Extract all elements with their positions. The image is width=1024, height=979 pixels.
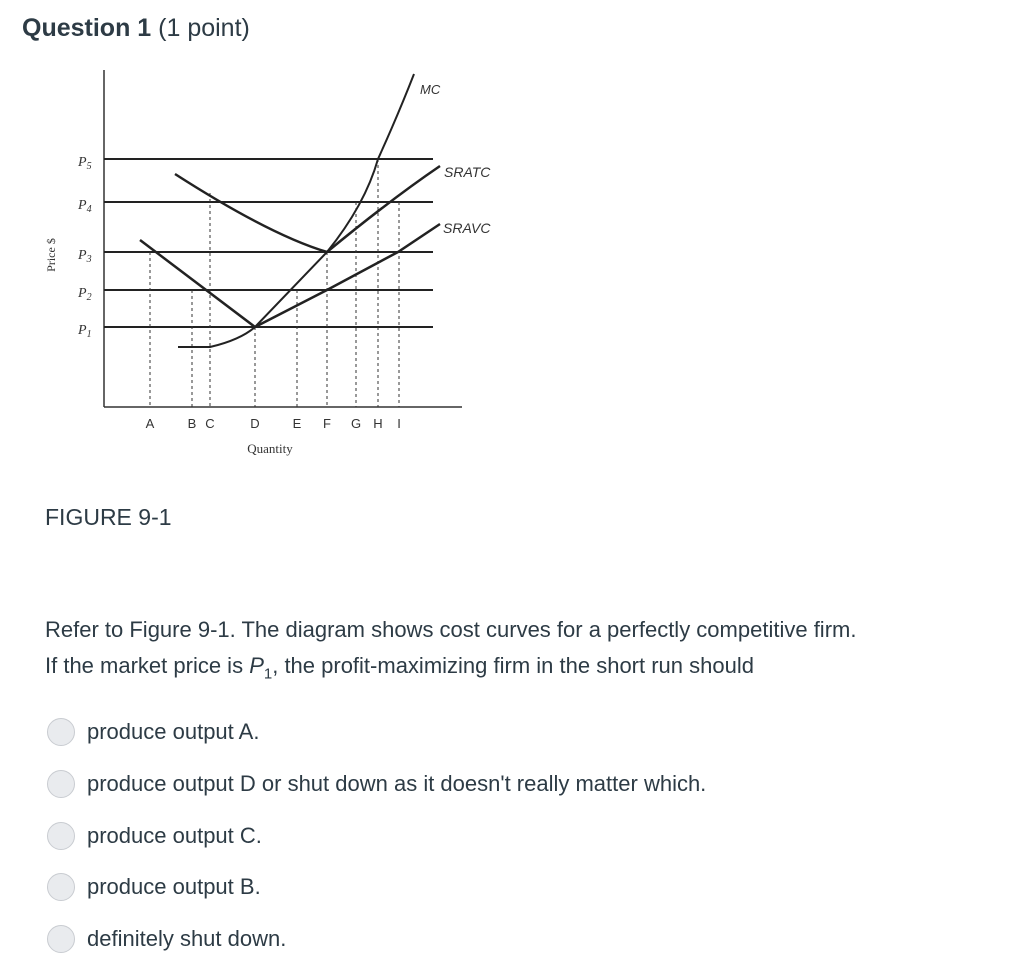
qty-label-i: I — [397, 416, 401, 431]
qty-label-b: B — [187, 416, 197, 431]
question-text-line-2 — [45, 648, 1005, 692]
y-axis-label: Price $ — [44, 238, 58, 272]
qty-label-g: G — [350, 416, 362, 431]
qty-label-d: D — [250, 416, 260, 431]
price-label-p3: $P_3$ — [78, 248, 92, 265]
price-label-p1: $P_1$ — [78, 323, 92, 340]
sratc-label: SRATC — [444, 164, 491, 180]
radio-button[interactable] — [47, 925, 75, 953]
mc-label: MC — [420, 82, 441, 97]
qty-label-f: F — [323, 416, 331, 431]
sratc-curve — [175, 166, 440, 252]
radio-button[interactable] — [47, 770, 75, 798]
sravc-label: SRAVC — [443, 220, 491, 236]
answer-label: produce output D or shut down as it doesn't really matter which. — [87, 771, 707, 796]
answer-option-5[interactable] — [47, 921, 286, 957]
qty-label-e: E — [292, 416, 302, 431]
price-label-p4: $P_4$ — [78, 198, 92, 215]
radio-button[interactable] — [47, 718, 75, 746]
answer-option-4[interactable] — [47, 869, 261, 905]
price-variable: P — [249, 653, 264, 678]
radio-button[interactable] — [47, 822, 75, 850]
question-title: Question 1 — [22, 14, 152, 42]
qty-label-c: C — [205, 416, 215, 431]
question-text-line-2-end: , the profit-maximizing firm in the short run should — [272, 653, 754, 678]
answer-option-2[interactable] — [47, 766, 706, 802]
qty-label-h: H — [373, 416, 383, 431]
qty-label-a: A — [145, 416, 155, 431]
answer-label: produce output B. — [87, 874, 261, 899]
answer-label: produce output A. — [87, 719, 260, 744]
radio-button[interactable] — [47, 873, 75, 901]
x-axis-label: Quantity — [247, 441, 293, 456]
figure-caption: FIGURE 9-1 — [45, 504, 172, 530]
question-points: (1 point) — [158, 14, 250, 42]
price-label-p5: $P_5$ — [78, 155, 92, 172]
question-text — [45, 612, 1005, 692]
answer-option-3[interactable] — [47, 818, 262, 854]
question-text-line-2-start: If the market price is — [45, 653, 250, 678]
answer-option-1[interactable] — [47, 714, 259, 750]
price-variable-subscript: 1 — [263, 665, 273, 683]
answer-label: produce output C. — [87, 823, 262, 848]
question-text-line-1: Refer to Figure 9-1. The diagram shows cost curves for a perfectly competitive firm. — [45, 617, 857, 642]
price-label-p2: $P_2$ — [78, 286, 92, 303]
answer-label: definitely shut down. — [87, 926, 287, 951]
